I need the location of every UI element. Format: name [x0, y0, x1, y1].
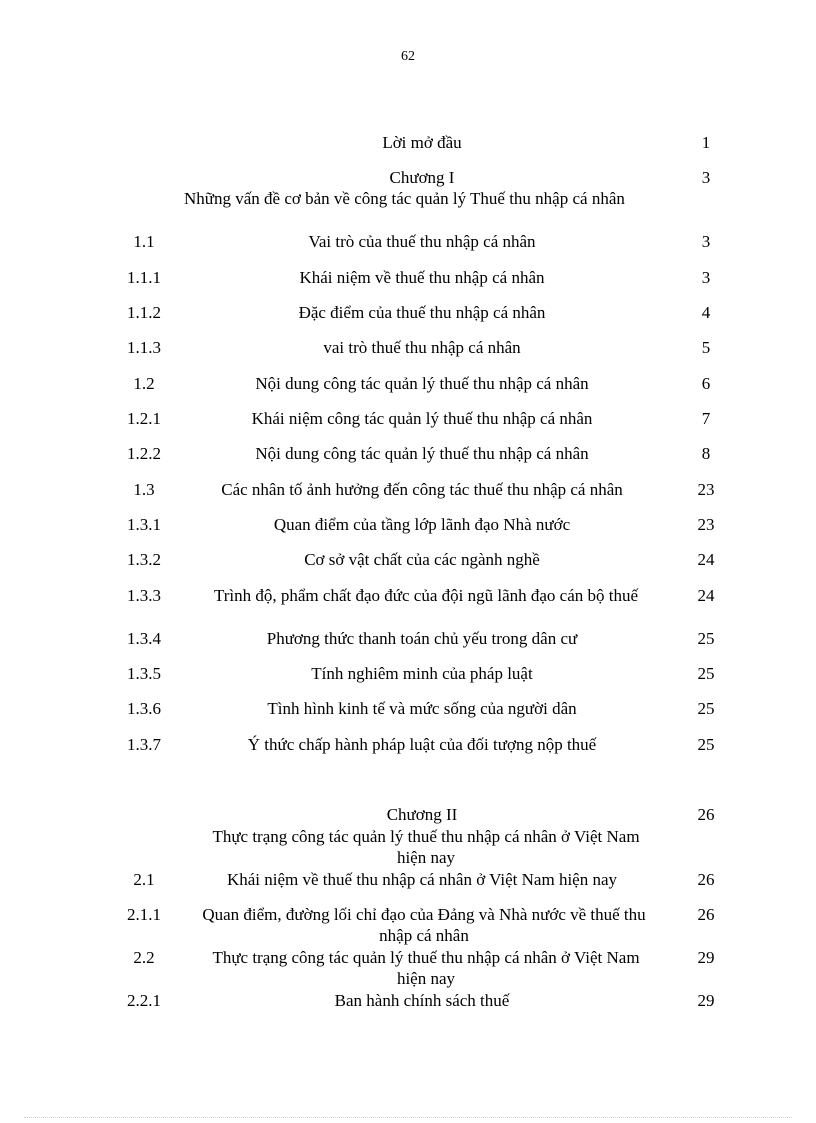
toc-title: Nội dung công tác quản lý thuế thu nhập cá nhân	[255, 374, 589, 393]
toc-page: 26	[697, 805, 715, 824]
toc-title: Những vấn đề cơ bản về công tác quản lý Thuế thu nhập cá nhân	[184, 189, 625, 208]
toc-page: 8	[701, 444, 711, 463]
toc-page: 7	[701, 409, 711, 428]
toc-page: 5	[701, 338, 711, 357]
toc-page: 3	[701, 232, 711, 251]
toc-title: Lời mở đầu	[382, 133, 462, 152]
toc-page: 26	[697, 870, 715, 889]
toc-title: Chương I	[389, 168, 455, 187]
toc-number: 1.1.2	[127, 303, 161, 322]
toc-number: 1.2.2	[127, 444, 161, 463]
toc-title: Đặc điểm của thuế thu nhập cá nhân	[298, 303, 546, 322]
toc-title: vai trò thuế thu nhập cá nhân	[323, 338, 521, 357]
toc-page: 3	[701, 268, 711, 287]
toc-number: 1.3.6	[127, 699, 161, 718]
toc-number: 1.2	[133, 374, 155, 393]
toc-number: 2.2	[133, 948, 155, 967]
toc-title: Khái niệm về thuế thu nhập cá nhân	[299, 268, 545, 287]
toc-number: 1.1	[133, 232, 155, 251]
toc-page: 23	[697, 480, 715, 499]
toc-page: 26	[697, 905, 715, 924]
toc-number: 1.3.4	[127, 629, 161, 648]
toc-page: 29	[697, 991, 715, 1010]
toc-number: 1.1.1	[127, 268, 161, 287]
toc-page: 25	[697, 735, 715, 754]
toc-number: 1.2.1	[127, 409, 161, 428]
toc-title: Thực trạng công tác quản lý thuế thu nhập cá nhân ở Việt Nam hiện nay	[212, 827, 640, 867]
toc-title: Vai trò của thuế thu nhập cá nhân	[308, 232, 536, 251]
toc-title: Cơ sở vật chất của các ngành nghề	[304, 550, 540, 569]
toc-title: Ý thức chấp hành pháp luật của đối tượng nộp thuế	[247, 735, 597, 754]
toc-number: 1.3.5	[127, 664, 161, 683]
toc-page: 24	[697, 550, 715, 569]
toc-title: Ban hành chính sách thuế	[334, 991, 510, 1010]
toc-page: 29	[697, 948, 715, 967]
page-number: 62	[401, 49, 415, 64]
toc-page: 23	[697, 515, 715, 534]
toc-title: Trình độ, phẩm chất đạo đức của đội ngũ lãnh đạo cán bộ thuế	[213, 586, 639, 605]
toc-title: Quan điểm, đường lối chỉ đạo của Đảng và Nhà nước về thuế thu nhập cá nhân	[202, 905, 646, 945]
toc-page: 3	[701, 168, 711, 187]
toc-title: Phương thức thanh toán chủ yếu trong dân cư	[266, 629, 578, 648]
toc-number: 1.3.1	[127, 515, 161, 534]
toc-number: 2.1	[133, 870, 155, 889]
toc-number: 2.1.1	[127, 905, 161, 924]
toc-page: 25	[697, 664, 715, 683]
toc-page: 25	[697, 629, 715, 648]
toc-title: Tình hình kinh tế và mức sống của người dân	[267, 699, 577, 718]
toc-title: Tính nghiêm minh của pháp luật	[311, 664, 533, 683]
toc-title: Thực trạng công tác quản lý thuế thu nhập cá nhân ở Việt Nam hiện nay	[212, 948, 640, 988]
toc-title: Quan điểm của tầng lớp lãnh đạo Nhà nước	[273, 515, 571, 534]
toc-title: Các nhân tố ảnh hưởng đến công tác thuế thu nhập cá nhân	[221, 480, 623, 499]
toc-number: 1.1.3	[127, 338, 161, 357]
toc-title: Nội dung công tác quản lý thuế thu nhập cá nhân	[255, 444, 589, 463]
toc-number: 2.2.1	[127, 991, 161, 1010]
toc-number: 1.3.2	[127, 550, 161, 569]
toc-page: 1	[701, 133, 711, 152]
toc-page: 25	[697, 699, 715, 718]
toc-page: 24	[697, 586, 715, 605]
toc-title: Chương II	[386, 805, 458, 824]
toc-title: Khái niệm công tác quản lý thuế thu nhập cá nhân	[251, 409, 593, 428]
toc-title: Khái niệm về thuế thu nhập cá nhân ở Việt Nam hiện nay	[226, 870, 618, 889]
toc-page: 6	[701, 374, 711, 393]
toc-number: 1.3.7	[127, 735, 161, 754]
toc-number: 1.3.3	[127, 586, 161, 605]
toc-number: 1.3	[133, 480, 155, 499]
toc-page: 4	[701, 303, 711, 322]
page-bottom-divider	[24, 1117, 792, 1118]
